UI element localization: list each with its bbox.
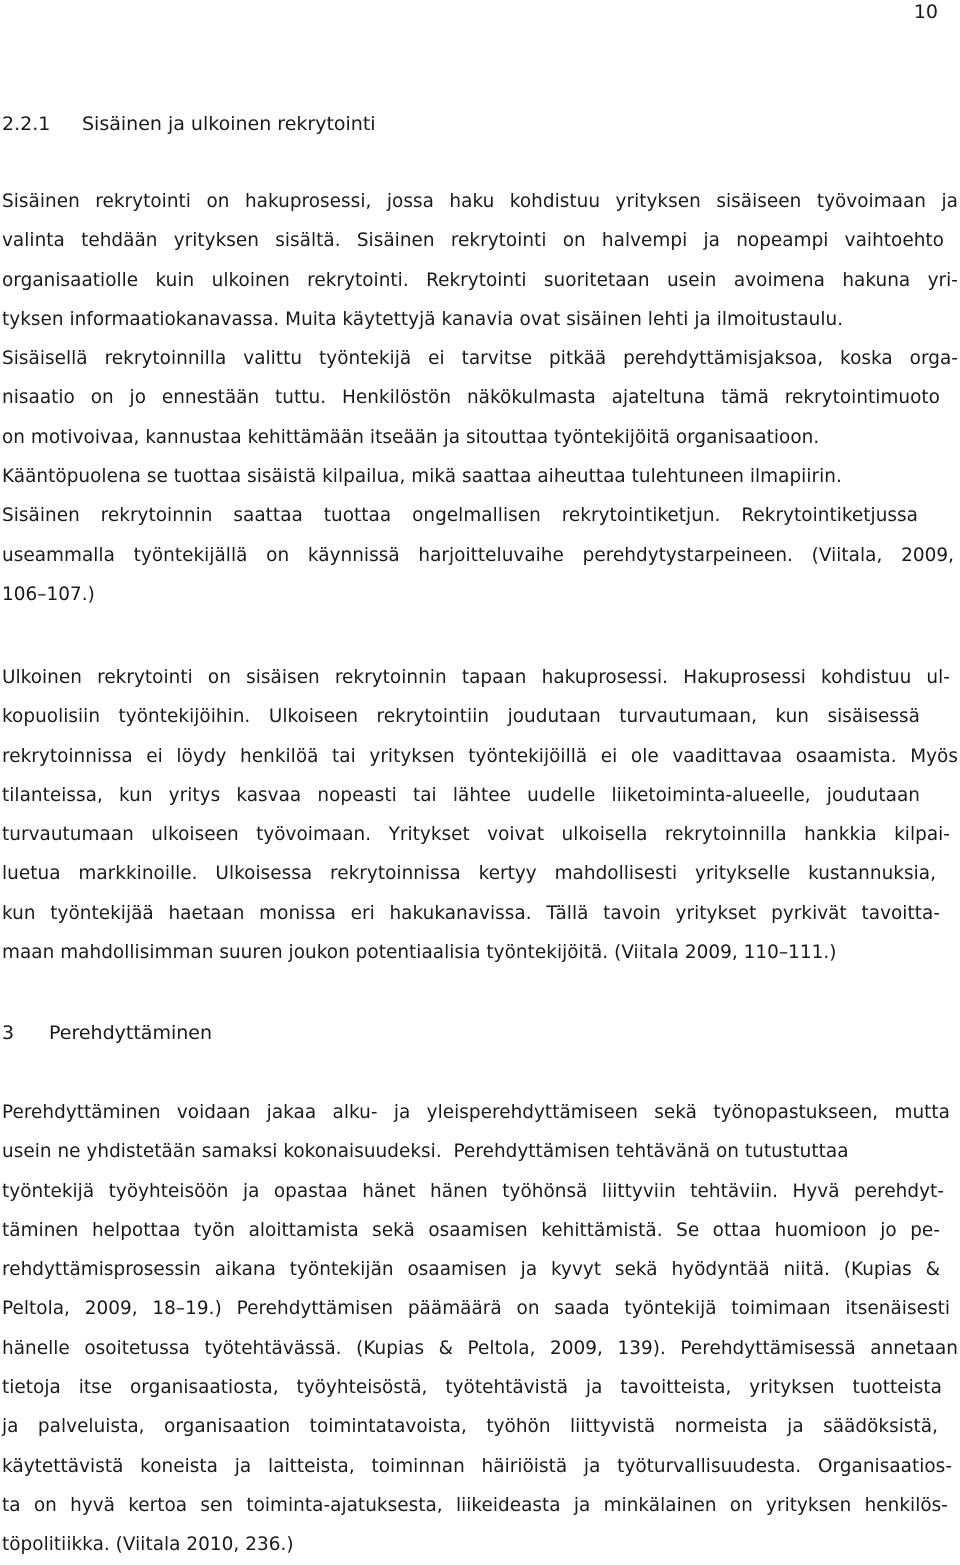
paragraph-line: Sisäinen rekrytointi on hakuprosessi, jossa haku kohdistuu yrityksen sisäiseen työvoimaan ja [2, 191, 958, 212]
paragraph-line: useammalla työntekijällä on käynnissä harjoitteluvaihe perehdytystarpeineen. (Viitala, 2009, [2, 544, 954, 566]
section-number: 2.2.1 [2, 113, 51, 135]
section-number: 3 [2, 1022, 15, 1044]
paragraph-line: turvautumaan ulkoiseen työvoimaan. Yritykset voivat ulkoisella rekrytoinnilla hankkia kilpai- [2, 824, 950, 846]
paragraph-external-recruitment [2, 658, 958, 972]
paragraph-line: Ulkoinen rekrytointi on sisäisen rekrytoinnin tapaan hakuprosessi. Hakuprosessi kohdistuu ul- [2, 667, 950, 688]
paragraph-line: luetua markkinoille. Ulkoisessa rekrytoinnissa kertyy mahdollisesti yritykselle kustannuksia, [2, 863, 936, 885]
paragraph-line: kun työntekijää haetaan monissa eri hakukanavissa. Tällä tavoin yritykset pyrkivät tavoitta- [2, 902, 940, 924]
paragraph-orientation [2, 1093, 958, 1565]
paragraph-line: hänelle osoitetussa työtehtävässä. (Kupias & Peltola, 2009, 139). Perehdyttämisessä annetaan [2, 1337, 958, 1359]
paragraph-line: maan mahdollisimman suuren joukon potentiaalisia työntekijöitä. (Viitala 2009, 110–111.) [2, 942, 837, 964]
paragraph-line: kopuolisiin työntekijöihin. Ulkoiseen rekrytointiin joudutaan turvautumaan, kun sisäisessä [2, 706, 920, 728]
paragraph-line: töpolitiikka. (Viitala 2010, 236.) [2, 1534, 294, 1556]
paragraph-line: ta on hyvä kertoa sen toiminta-ajatuksesta, liikeideasta ja minkälainen on yrityksen henkilös- [2, 1494, 948, 1516]
paragraph-line: valinta tehdään yrityksen sisältä. Sisäinen rekrytointi on halvempi ja nopeampi vaihtoehto [2, 230, 944, 252]
paragraph-line: usein ne yhdistetään samaksi kokonaisuudeksi. Perehdyttämisen tehtävänä on tutustuttaa [2, 1141, 849, 1163]
section-title: Perehdyttäminen [49, 1022, 213, 1044]
paragraph-line: on motivoivaa, kannustaa kehittämään itseään ja sitouttaa työntekijöitä organisaatioon. [2, 426, 820, 448]
paragraph-line: nisaatio on jo ennestään tuttu. Henkilöstön näkökulmasta ajateltuna tämä rekrytointimuoto [2, 387, 940, 409]
paragraph-line: tietoja itse organisaatiosta, työyhteisöstä, työtehtävistä ja tavoitteista, yrityksen tuotteista [2, 1377, 942, 1399]
paragraph-line: organisaatiolle kuin ulkoinen rekrytointi. Rekrytointi suoritetaan usein avoimena hakuna yri- [2, 269, 958, 291]
paragraph-line: käytettävistä koneista ja laitteista, toiminnan häiriöistä ja työturvallisuudesta. Organisaatios- [2, 1455, 952, 1477]
paragraph-line: Sisäinen rekrytoinnin saattaa tuottaa ongelmallisen rekrytointiketjun. Rekrytointiketjussa [2, 505, 918, 527]
paragraph-line: tyksen informaatiokanavassa. Muita käytettyjä kanavia ovat sisäinen lehti ja ilmoitustaulu. [2, 308, 844, 330]
paragraph-line: Perehdyttäminen voidaan jakaa alku- ja yleisperehdyttämiseen sekä työnopastukseen, mutta [2, 1102, 950, 1123]
paragraph-line: ja palveluista, organisaation toimintatavoista, työhön liittyvistä normeista ja säädöksistä, [2, 1416, 938, 1438]
paragraph-line: täminen helpottaa työn aloittamista sekä osaamisen kehittämistä. Se ottaa huomioon jo pe- [2, 1219, 940, 1241]
page-number: 10 [913, 1, 938, 23]
paragraph-line: rekrytoinnissa ei löydy henkilöä tai yrityksen työntekijöillä ei ole vaadittavaa osaamista. Myös [2, 745, 958, 767]
section-heading-2-2-1 [2, 112, 376, 136]
section-heading-3 [2, 1021, 212, 1045]
paragraph-line: Sisäisellä rekrytoinnilla valittu työntekijä ei tarvitse pitkää perehdyttämisjaksoa, koska orga- [2, 348, 958, 370]
paragraph-line: rehdyttämisprosessin aikana työntekijän osaamisen ja kyvyt sekä hyödyntää niitä. (Kupias & [2, 1259, 940, 1281]
paragraph-internal-recruitment [2, 182, 958, 614]
paragraph-line: tilanteissa, kun yritys kasvaa nopeasti tai lähtee uudelle liiketoiminta-alueelle, joudutaan [2, 784, 920, 806]
paragraph-line: työntekijä työyhteisöön ja opastaa hänet hänen työhönsä liittyviin tehtäviin. Hyvä perehdyt- [2, 1180, 944, 1202]
section-title: Sisäinen ja ulkoinen rekrytointi [82, 113, 376, 135]
paragraph-line: Kääntöpuolena se tuottaa sisäistä kilpailua, mikä saattaa aiheuttaa tulehtuneen ilmapiirin. [2, 466, 842, 488]
paragraph-line: Peltola, 2009, 18–19.) Perehdyttämisen päämäärä on saada työntekijä toimimaan itsenäisesti [2, 1298, 950, 1320]
paragraph-line: 106–107.) [2, 583, 95, 605]
